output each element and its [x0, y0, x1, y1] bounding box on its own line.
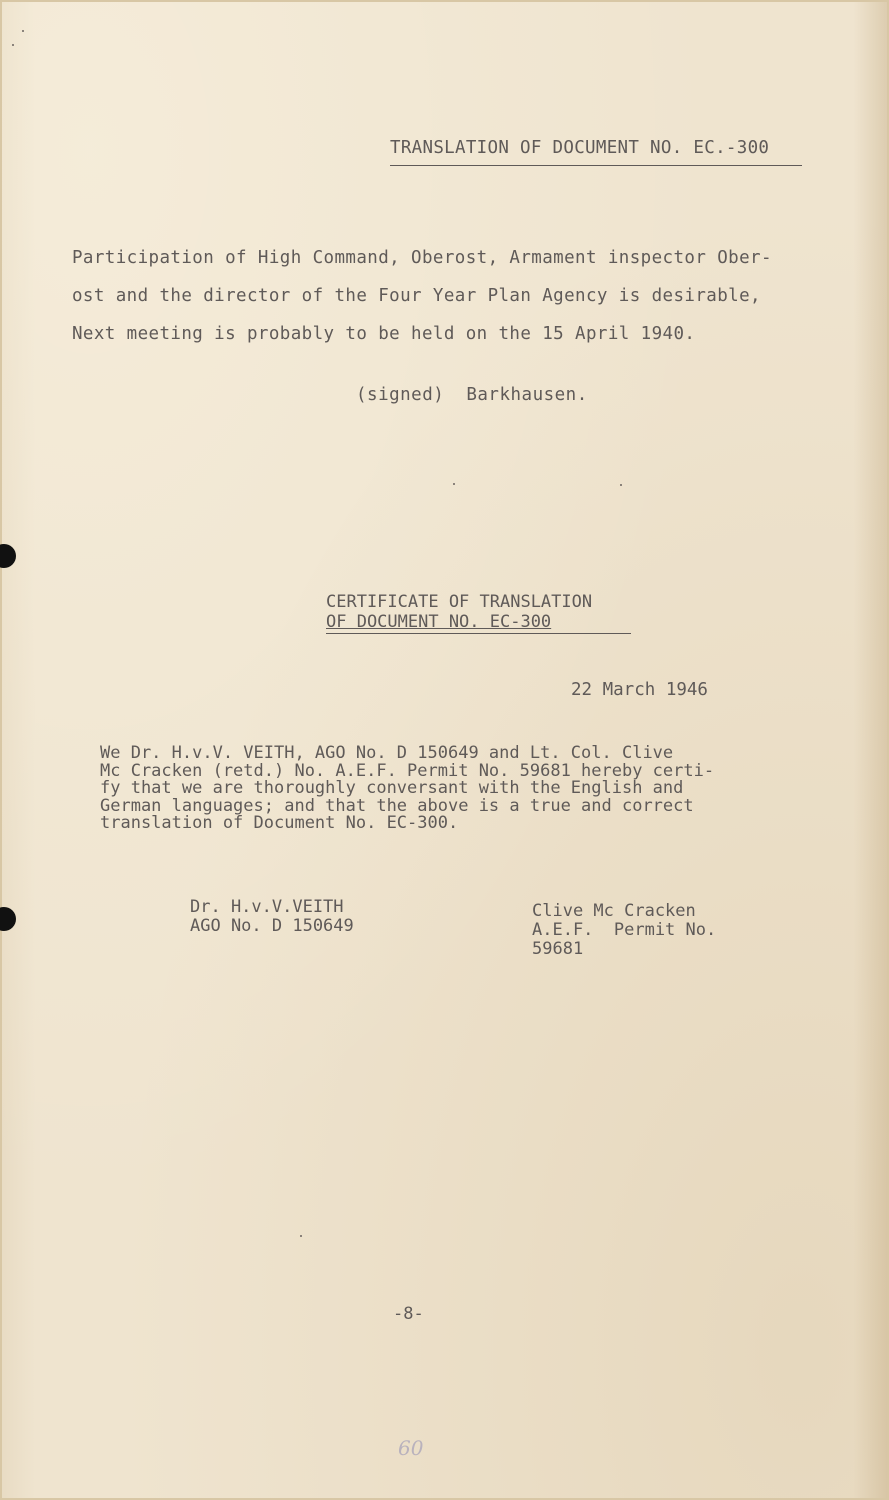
punch-hole-upper [0, 544, 16, 568]
certificate-body [100, 745, 810, 833]
ink-speck [22, 30, 24, 32]
punch-hole-lower [0, 907, 16, 931]
signatory-right [532, 902, 716, 959]
paragraph-line: ost and the director of the Four Year Plan Agency is desirable, [72, 286, 761, 306]
handwritten-page-number: 60 [398, 1436, 424, 1460]
paragraph-line: Participation of High Command, Oberost, Armament inspector Ober- [72, 248, 772, 268]
signatory-left [190, 898, 354, 936]
certificate-date: 22 March 1946 [571, 680, 708, 700]
translation-paragraph [72, 239, 842, 353]
signatory-right-permit: A.E.F. Permit No. [532, 920, 717, 940]
certificate-body-line: Mc Cracken (retd.) No. A.E.F. Permit No. 59681 hereby certi- [100, 760, 715, 781]
ink-speck [12, 44, 14, 46]
certificate-title-line: OF DOCUMENT NO. EC-300 [326, 612, 552, 632]
certificate-title-underline [326, 633, 631, 634]
ink-speck [620, 484, 622, 486]
signature-line: (signed) Barkhausen. [356, 385, 588, 405]
page-number: -8- [393, 1304, 424, 1324]
title-underline [390, 165, 802, 166]
certificate-body-line: German languages; and that the above is a true and correct [100, 795, 694, 816]
signatory-left-id: AGO No. D 150649 [190, 916, 354, 936]
certificate-body-line: translation of Document No. EC-300. [100, 813, 459, 833]
ink-speck [300, 1235, 302, 1237]
certificate-title-line: CERTIFICATE OF TRANSLATION [326, 592, 593, 612]
document-title: TRANSLATION OF DOCUMENT NO. EC.-300 [390, 138, 770, 158]
signatory-right-permit-number: 59681 [532, 939, 584, 959]
ink-speck [453, 483, 455, 485]
certificate-title [326, 592, 592, 632]
certificate-body-line: We Dr. H.v.V. VEITH, AGO No. D 150649 and Lt. Col. Clive [100, 743, 674, 763]
signatory-right-name: Clive Mc Cracken [532, 901, 696, 921]
certificate-body-line: fy that we are thoroughly conversant with the English and [100, 778, 684, 798]
signatory-left-name: Dr. H.v.V.VEITH [190, 897, 344, 917]
paragraph-line: Next meeting is probably to be held on the 15 April 1940. [72, 324, 696, 344]
